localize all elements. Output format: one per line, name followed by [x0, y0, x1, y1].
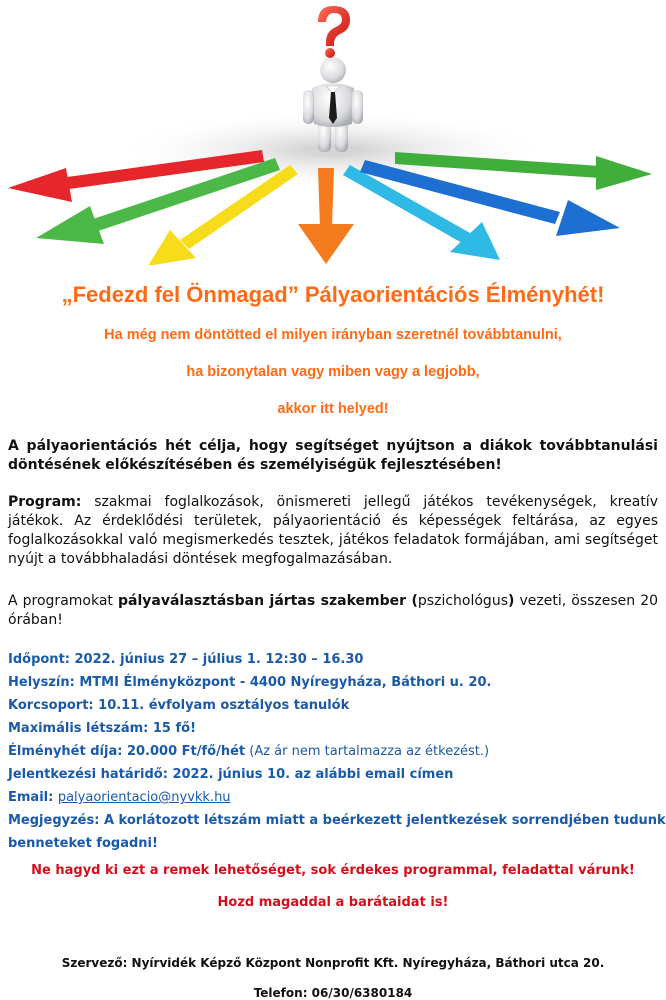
hero-illustration — [0, 0, 666, 265]
call-to-action-2: Hozd magaddal a barátaidat is! — [217, 895, 449, 910]
lead-paren: ) — [508, 593, 515, 609]
subtitle-line-2: ha bizonytalan vagy miben vagy a legjobb, — [186, 364, 480, 380]
phone-line: Telefon: 06/30/6380184 — [253, 986, 413, 1000]
lead-paragraph — [8, 592, 658, 630]
program-paragraph — [8, 493, 658, 569]
call-to-action-1: Ne hagyd ki ezt a remek lehetőséget, sok érdekes programmal, feladattal várunk! — [31, 863, 635, 878]
program-text: szakmai foglalkozások, önismereti jellegű játékos tevékenységek, kreatív játékok. Az érdeklődési területek, pályaorientáció és képességek feltárása, az egyes foglalkozásokkal való megismerkedés tesztek, játékos feladatok formájában, ami segítséget nyújt a továbbhaladási döntések megfogalmazásában. — [8, 494, 658, 567]
detail-deadline: Jelentkezési határidő: 2022. június 10. az alábbi email címen — [8, 767, 454, 782]
detail-note-2: benneteket fogadni! — [8, 836, 158, 851]
organizer-line: Szervező: Nyírvidék Képző Központ Nonprofit Kft. Nyíregyháza, Báthori utca 20. — [61, 956, 605, 970]
lead-after: vezeti, összesen 20 órában! — [8, 593, 659, 628]
subtitle-line-1: Ha még nem döntötted el milyen irányban szeretnél továbbtanulni, — [104, 327, 562, 343]
question-mark-icon — [318, 6, 350, 58]
detail-place: Helyszín: MTMI Élményközpont - 4400 Nyíregyháza, Báthori u. 20. — [8, 675, 492, 690]
email-label: Email: — [8, 790, 58, 805]
page-title: „Fedezd fel Önmagad” Pályaorientációs Élményhét! — [61, 282, 605, 307]
email-link[interactable]: palyaorientacio@nyvkk.hu — [57, 790, 231, 805]
detail-time: Időpont: 2022. június 27 – július 1. 12:30 – 16.30 — [8, 652, 364, 667]
detail-fee: Élményhét díja: 20.000 Ft/fő/hét — [8, 744, 246, 759]
intro-paragraph: A pályaorientációs hét célja, hogy segítséget nyújtson a diákok továbbtanulási döntésének előkészítésében és személyiségük fejlesztésében! — [8, 438, 658, 473]
detail-max: Maximális létszám: 15 fő! — [8, 721, 197, 736]
lead-before: A programokat — [8, 593, 118, 609]
detail-fee-note: (Az ár nem tartalmazza az étkezést.) — [245, 744, 490, 759]
lead-psychologist: pszichológus — [417, 593, 508, 609]
detail-group: Korcsoport: 10.11. évfolyam osztályos tanulók — [8, 698, 350, 713]
program-label: Program: — [8, 494, 82, 510]
lead-specialist: pályaválasztásban jártas szakember ( — [117, 593, 418, 609]
detail-note-1: Megjegyzés: A korlátozott létszám miatt a beérkezett jelentkezések sorrendjében tudunk — [8, 813, 666, 828]
subtitle-line-3: akkor itt helyed! — [277, 401, 389, 417]
details-block — [8, 648, 666, 855]
